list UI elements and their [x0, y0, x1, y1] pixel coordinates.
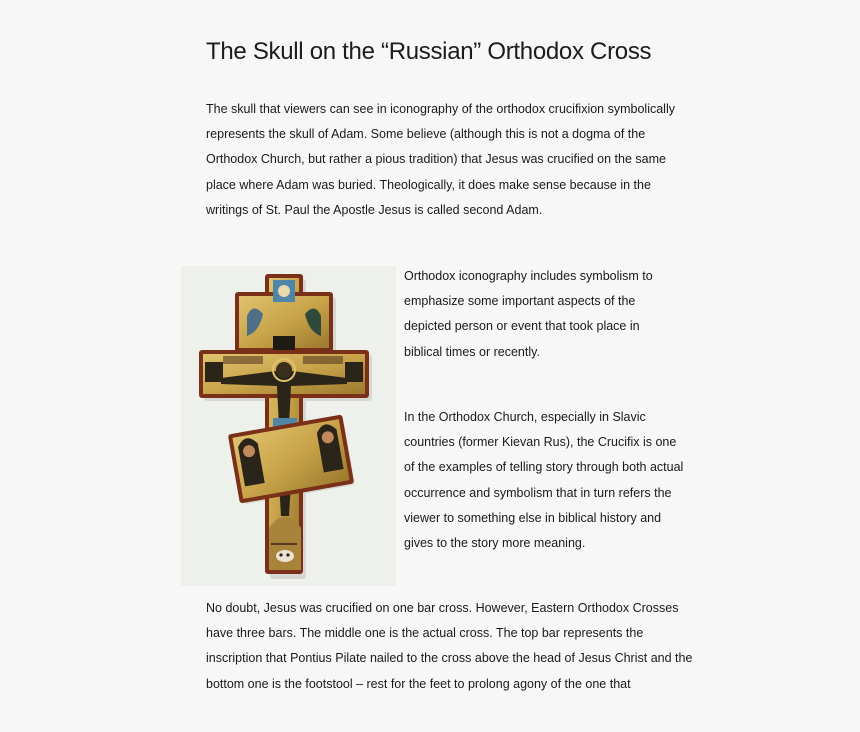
- side-paragraph-symbolism: Orthodox iconography includes symbolism to emphasize some important aspects of the depicted person or event that took place in biblical times or recently.: [404, 269, 653, 359]
- orthodox-crucifix-icon: [181, 266, 396, 586]
- side-paragraph-crucifix: In the Orthodox Church, especially in Slavic countries (former Kievan Rus), the Crucifix is one of the examples of telling story through both actual occurrence and symbolism that in turn refers the viewer to something else in biblical history and gives to the story more meaning.: [404, 410, 684, 551]
- crucifix-image: [181, 266, 396, 586]
- intro-paragraph: The skull that viewers can see in iconography of the orthodox crucifixion symbolically represents the skull of Adam. Some believe (although this is not a dogma of the Orthodox Church, but rather a pious tradition) that Jesus was crucified on the same place where Adam was buried. Theologically, it does make sense because in the writings of St. Paul the Apostle Jesus is called second Adam.: [206, 102, 675, 217]
- bottom-paragraph: No doubt, Jesus was crucified on one bar cross. However, Eastern Orthodox Crosses have three bars. The middle one is the actual cross. The top bar represents the inscription that Pontius Pilate nailed to the cross above the head of Jesus Christ and the bottom one is the footstool – rest for the feet to prolong agony of the one that: [206, 601, 693, 691]
- document-title: The Skull on the “Russian” Orthodox Cross: [206, 38, 652, 65]
